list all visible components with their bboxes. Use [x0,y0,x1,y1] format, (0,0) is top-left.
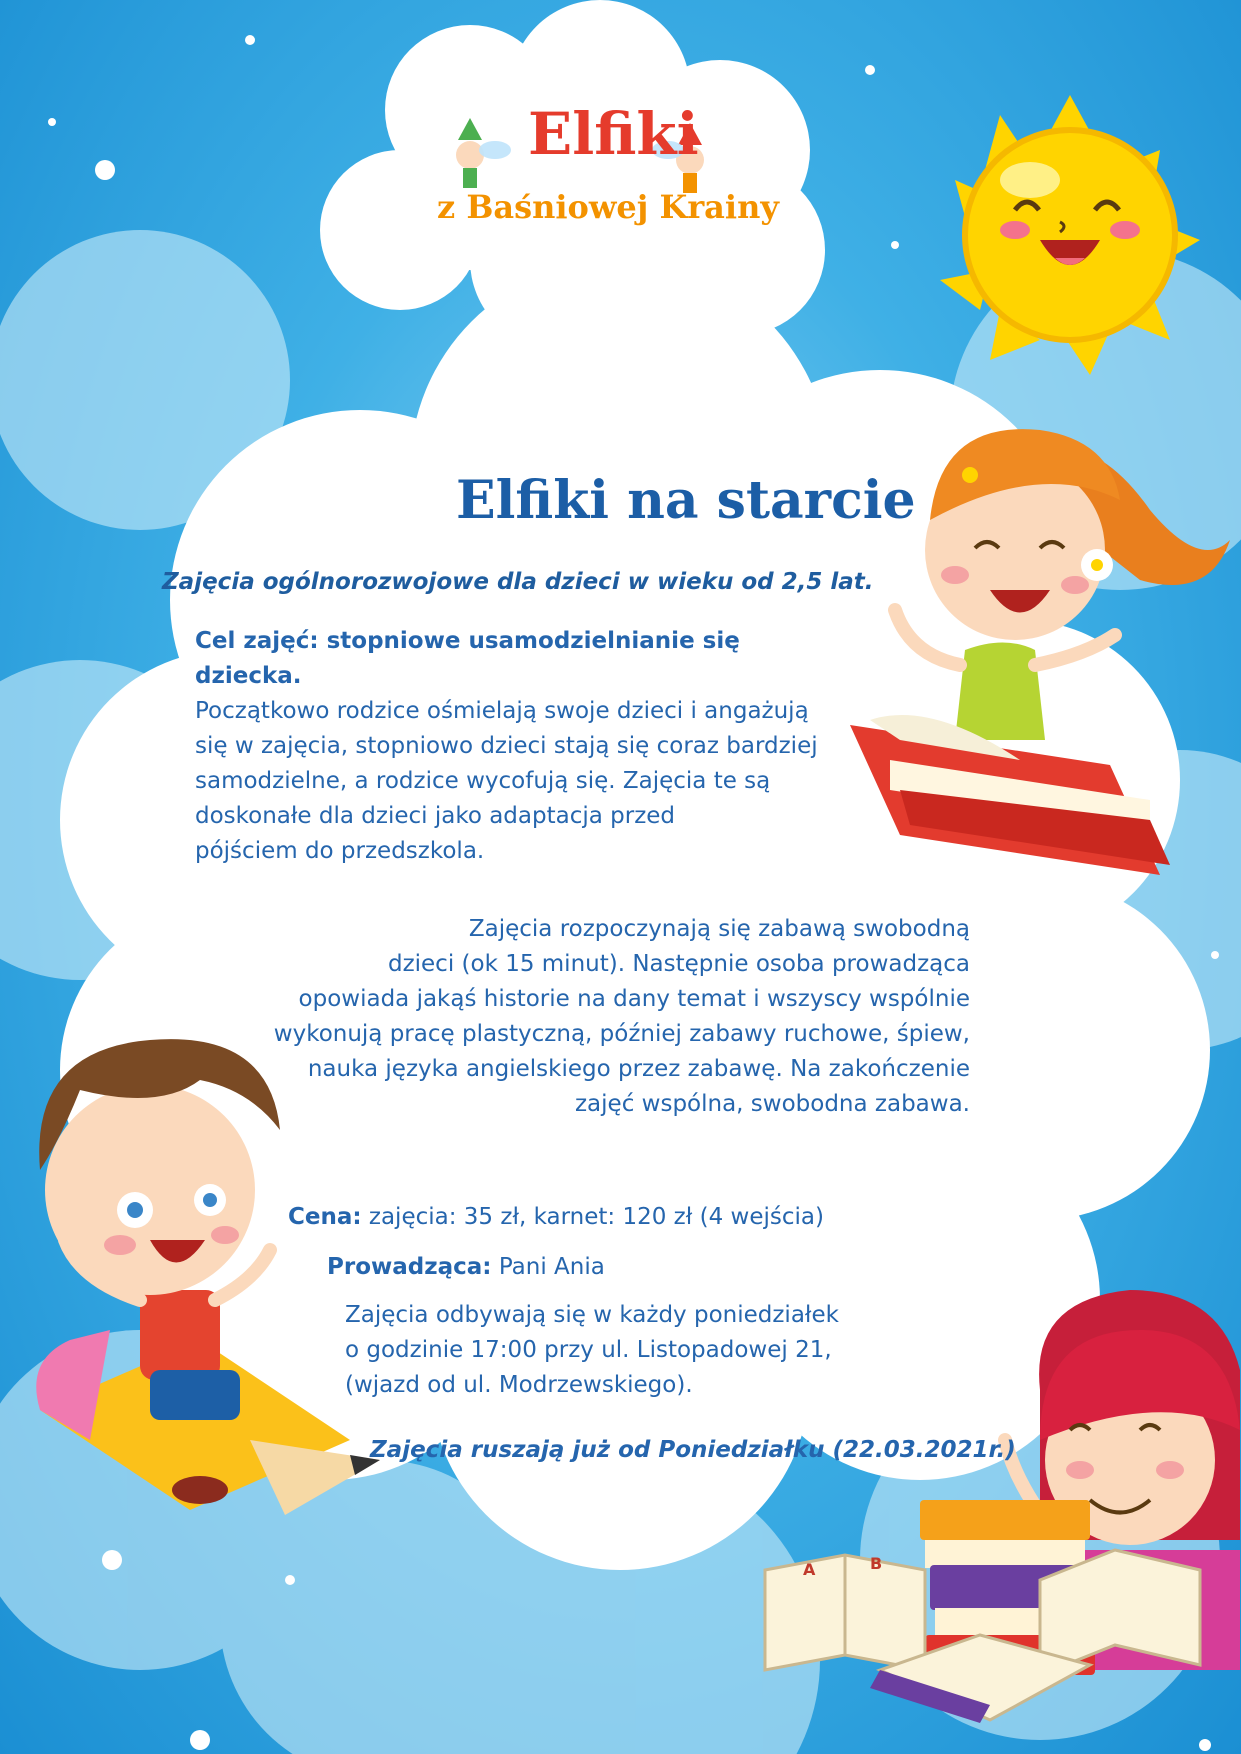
leader-value: Pani Ania [498,1254,605,1280]
goal-block [195,624,835,869]
leader-line [327,1250,605,1285]
schedule-block [345,1298,839,1403]
logo-title: Elfiki [528,100,699,168]
price-value: zajęcia: 35 zł, karnet: 120 zł (4 wejścia) [368,1204,824,1230]
book-letter-b: B [870,1554,883,1573]
program-block [220,912,970,1122]
goal-heading: Cel zajęć: stopniowe usamodzielnianie się dziecka. [195,628,740,689]
program-line: Zajęcia rozpoczynają się zabawą swobodną [468,916,970,942]
program-line: opowiada jakąś historie na dany temat i wszyscy wspólnie [298,986,970,1012]
leader-label: Prowadząca: [327,1254,492,1280]
book-letter-a: A [803,1560,816,1579]
logo-subtitle: z Baśniowej Krainy [437,188,779,226]
goal-line: pójściem do przedszkola. [195,838,485,864]
subtitle: Zajęcia ogólnorozwojowe dla dzieci w wieku od 2,5 lat. [162,569,874,595]
program-line: dzieci (ok 15 minut). Następnie osoba prowadząca [387,951,970,977]
goal-line: Początkowo rodzice ośmielają swoje dzieci i angażują [195,698,809,724]
program-line: nauka języka angielskiego przez zabawę. Na zakończenie [307,1056,970,1082]
price-label: Cena: [288,1204,362,1230]
goal-line: doskonałe dla dzieci jako adaptacja przed [195,803,676,829]
page-title: Elfiki na starcie [456,470,916,531]
schedule-line: (wjazd od ul. Modrzewskiego). [345,1372,693,1398]
goal-line: samodzielne, a rodzice wycofują się. Zajęcia te są [195,768,771,794]
start-note: Zajęcia ruszają już od Poniedziałku (22.03.2021r.) [370,1437,1016,1463]
goal-line: się w zajęcia, stopniowo dzieci stają się coraz bardziej [195,733,818,759]
schedule-line: o godzinie 17:00 przy ul. Listopadowej 21, [345,1337,832,1363]
logo-cloud [320,0,825,350]
program-line: wykonują pracę plastyczną, później zabawy ruchowe, śpiew, [273,1021,970,1047]
program-line: zajęć wspólna, swobodna zabawa. [574,1091,970,1117]
price-line [288,1200,824,1235]
schedule-line: Zajęcia odbywają się w każdy poniedziałek [345,1302,839,1328]
